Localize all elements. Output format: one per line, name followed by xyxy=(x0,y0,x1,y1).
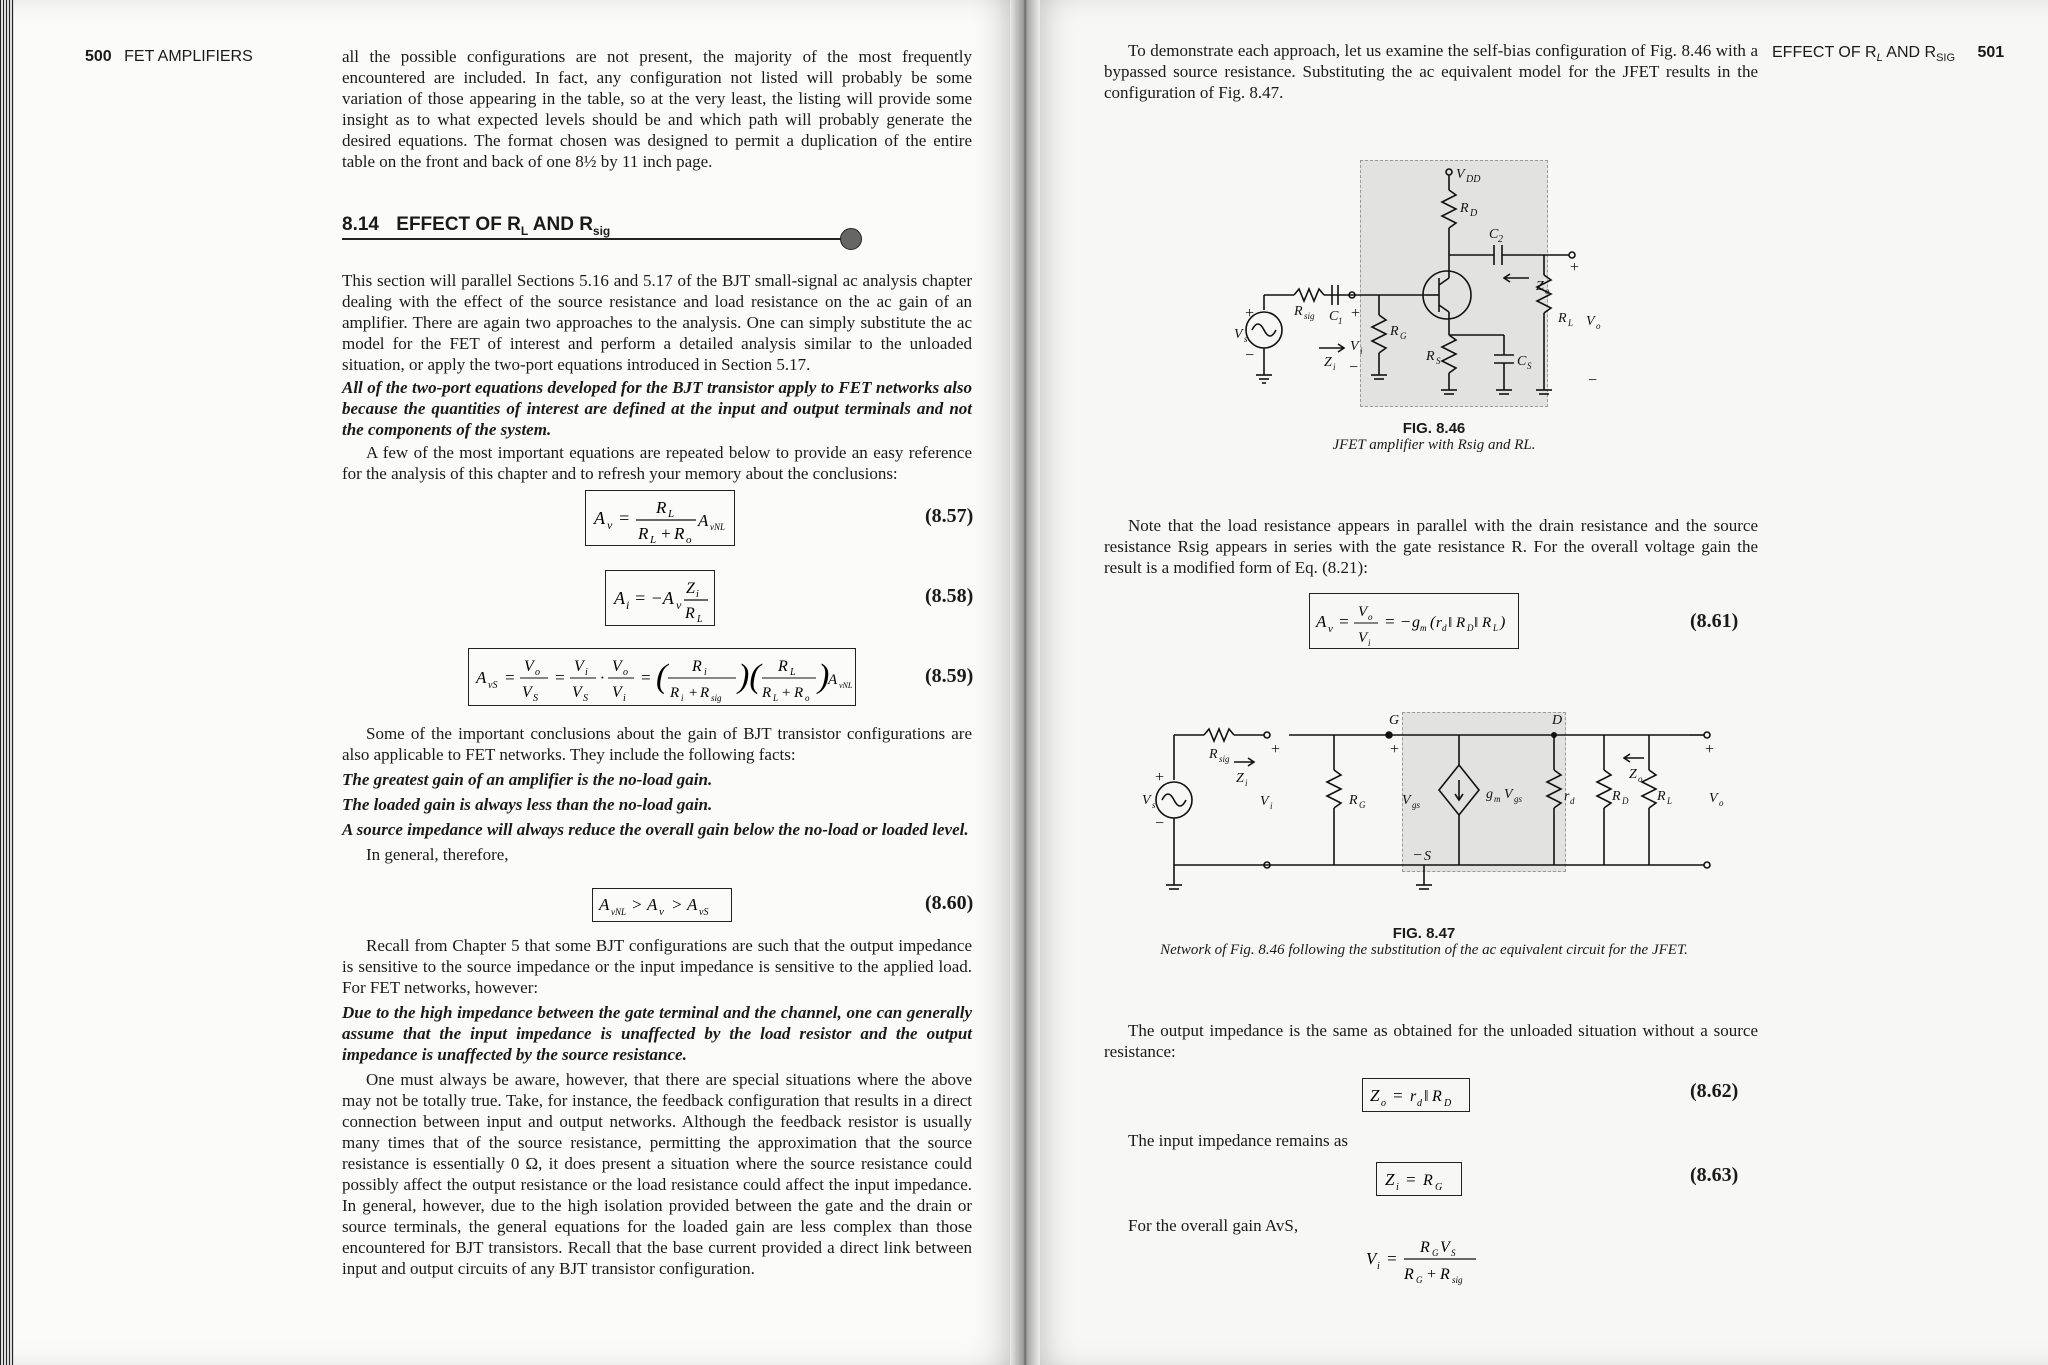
equation-8-58 xyxy=(605,570,715,626)
svg-text:v: v xyxy=(676,598,682,612)
svg-text:V: V xyxy=(522,684,532,701)
svg-text:−: − xyxy=(1244,347,1255,364)
running-head-right: EFFECT OF $R_L$ AND $R_{SIG}$ 501 xyxy=(1772,44,2005,65)
equation-8-62 xyxy=(1362,1078,1470,1112)
svg-text:V: V xyxy=(1456,167,1465,182)
equation-8-61-graphic xyxy=(1314,596,1514,646)
svg-text:vS: vS xyxy=(699,907,709,918)
svg-text:): ) xyxy=(1500,614,1506,631)
svg-text:G: G xyxy=(1432,1248,1439,1258)
equation-8-59 xyxy=(468,648,856,706)
svg-text:vNL: vNL xyxy=(710,522,726,532)
svg-text:=: = xyxy=(618,508,631,528)
svg-text:Z: Z xyxy=(1370,1086,1380,1105)
svg-text:R: R xyxy=(1209,747,1218,762)
svg-text:‖: ‖ xyxy=(1424,1088,1429,1105)
equation-number-8-57: (8.57) xyxy=(925,505,974,527)
svg-text:G: G xyxy=(1416,1275,1423,1285)
paragraph-1: This section will parallel Sections 5.16 and 5.17 of the BJT small-signal ac analysis chapter dealing with the effect of the source resistance and load resistance on the ac gain of an amplifier. There are again two approaches to the analysis. One can simply substitute the ac model for the FET of interest and perform a detailed analysis similar to the unloaded situation, or apply the two-port equations introduced in Section 5.17. xyxy=(342,271,972,374)
equation-8-61 xyxy=(1309,593,1519,649)
svg-text:R: R xyxy=(674,524,685,543)
svg-text:v: v xyxy=(1328,623,1333,635)
svg-text:V: V xyxy=(1709,791,1718,806)
svg-text:r: r xyxy=(1436,615,1442,631)
svg-text:R: R xyxy=(1432,1088,1442,1105)
svg-text:V: V xyxy=(524,658,534,675)
body-text-block-3 xyxy=(342,935,972,1279)
svg-text:o: o xyxy=(623,667,628,678)
svg-text:i: i xyxy=(1396,1182,1399,1193)
svg-text:R: R xyxy=(1404,1266,1414,1283)
svg-text:(: ( xyxy=(656,658,668,695)
svg-text:‖: ‖ xyxy=(1448,615,1453,631)
svg-text:R: R xyxy=(762,685,772,701)
paragraph-5: In general, therefore, xyxy=(366,845,509,864)
svg-text:−: − xyxy=(1154,815,1165,832)
svg-text:R: R xyxy=(1420,1239,1430,1256)
equation-number-8-59: (8.59) xyxy=(925,665,974,687)
figure-8-46-text: JFET amplifier with Rsig and RL. xyxy=(1332,437,1536,453)
svg-text:Z: Z xyxy=(686,580,695,597)
svg-text:o: o xyxy=(1381,1098,1386,1109)
svg-text:m: m xyxy=(1420,623,1427,633)
svg-text:gs: gs xyxy=(1514,794,1523,804)
right-paragraph-3: The output impedance is the same as obtained for the unloaded situation without a source resistance: xyxy=(1104,1021,1758,1061)
svg-text:o: o xyxy=(1545,286,1550,296)
svg-text:·: · xyxy=(600,668,605,687)
svg-text:A: A xyxy=(647,895,658,914)
section-title: EFFECT OF R xyxy=(396,214,521,235)
svg-text:S: S xyxy=(1451,1248,1456,1258)
svg-text:vNL: vNL xyxy=(839,681,853,690)
svg-text:G: G xyxy=(1400,331,1407,341)
svg-text:o: o xyxy=(1638,774,1643,784)
svg-text:C: C xyxy=(1329,309,1339,324)
svg-text:d: d xyxy=(1442,623,1447,633)
svg-text:R: R xyxy=(1482,615,1492,631)
svg-text:i: i xyxy=(1270,801,1273,811)
svg-text:m: m xyxy=(1494,794,1501,804)
svg-text:+: + xyxy=(1426,1266,1437,1283)
svg-text:sig: sig xyxy=(1219,754,1230,764)
svg-text:S: S xyxy=(1436,356,1441,366)
equation-8-63-graphic xyxy=(1381,1164,1457,1194)
fact-3: A source impedance will always reduce the overall gain below the no-load or loaded level. xyxy=(342,820,969,839)
svg-text:V: V xyxy=(572,684,582,701)
equation-number-8-61: (8.61) xyxy=(1690,610,1739,632)
svg-text:v: v xyxy=(607,518,613,532)
equation-number-8-62: (8.62) xyxy=(1690,1080,1739,1102)
svg-text:+: + xyxy=(1704,741,1715,758)
svg-text:vS: vS xyxy=(488,680,498,691)
svg-text:+: + xyxy=(1569,259,1580,276)
svg-text:V: V xyxy=(1350,339,1359,354)
svg-text:+: + xyxy=(1154,769,1165,786)
right-paragraph-2: Note that the load resistance appears in parallel with the drain resistance and the source resistance Rsig appears in series with the gate resistance R. For the overall voltage gain the result is a modified form of Eq. (8.21): xyxy=(1104,516,1758,577)
body-text-block-1 xyxy=(342,270,972,484)
svg-text:R: R xyxy=(1349,793,1358,808)
svg-text:V: V xyxy=(1142,793,1151,808)
svg-text:L: L xyxy=(1493,623,1499,633)
svg-text:V: V xyxy=(1234,327,1243,342)
svg-text:=: = xyxy=(1386,1249,1398,1268)
svg-text:i: i xyxy=(1245,778,1248,788)
svg-text:V: V xyxy=(1586,314,1595,329)
svg-text:−: − xyxy=(1412,847,1423,864)
svg-text:R: R xyxy=(692,658,702,675)
svg-text:DD: DD xyxy=(1466,174,1481,185)
figure-8-46-number: FIG. 8.46 xyxy=(1402,420,1466,437)
svg-text:G: G xyxy=(1359,800,1366,810)
svg-text:R: R xyxy=(656,498,667,517)
svg-text:=: = xyxy=(1392,1086,1404,1105)
svg-text:R: R xyxy=(794,685,804,701)
svg-text:=: = xyxy=(504,668,516,687)
equation-8-63 xyxy=(1376,1162,1462,1196)
svg-text:Z: Z xyxy=(1385,1170,1395,1189)
section-heading: 8.14 EFFECT OF $R_L$ AND $R_{sig}$ xyxy=(342,214,862,238)
equation-8-62-graphic xyxy=(1368,1080,1464,1110)
svg-text:=: = xyxy=(554,668,566,687)
svg-text:V: V xyxy=(1260,794,1269,809)
right-page xyxy=(1024,0,2048,1365)
book-spine xyxy=(1010,0,1040,1365)
svg-text:i: i xyxy=(1333,362,1336,372)
svg-text:sig: sig xyxy=(1304,311,1315,321)
svg-text:A: A xyxy=(476,668,487,687)
svg-text:L: L xyxy=(773,693,779,703)
section-marker-icon xyxy=(840,228,862,250)
svg-text:+: + xyxy=(660,524,672,543)
svg-text:S: S xyxy=(1424,849,1431,864)
svg-text:A: A xyxy=(1316,612,1327,631)
svg-text:i: i xyxy=(585,667,588,678)
svg-text:d: d xyxy=(1417,1098,1422,1109)
svg-text:Z: Z xyxy=(1324,355,1332,370)
svg-text:R: R xyxy=(638,524,649,543)
svg-text:R: R xyxy=(1460,201,1469,216)
svg-text:V: V xyxy=(612,658,622,675)
svg-text:D: D xyxy=(1470,208,1478,219)
svg-text:): ) xyxy=(818,658,830,695)
svg-text:vNL: vNL xyxy=(611,907,627,917)
svg-text:+: + xyxy=(1350,305,1361,322)
svg-text:= −A: = −A xyxy=(634,588,674,608)
svg-text:V: V xyxy=(1504,787,1513,802)
svg-text:A: A xyxy=(599,895,610,914)
figure-8-46-schematic xyxy=(1204,160,1644,420)
svg-text:1: 1 xyxy=(1338,316,1343,326)
svg-text:S: S xyxy=(533,693,538,704)
svg-text:V: V xyxy=(574,658,584,675)
figure-8-46-caption xyxy=(1224,420,1644,454)
svg-text:(: ( xyxy=(1430,614,1436,631)
running-head-title: FET AMPLIFIERS xyxy=(124,48,253,65)
figure-8-47-caption xyxy=(1104,925,1744,959)
svg-text:D: D xyxy=(1467,623,1474,633)
svg-text:V: V xyxy=(1366,1249,1377,1268)
equation-8-57-graphic xyxy=(590,493,730,546)
svg-text:Z: Z xyxy=(1236,771,1244,786)
running-head-left xyxy=(85,48,253,66)
svg-text:2: 2 xyxy=(1498,234,1503,245)
svg-text:R: R xyxy=(1657,789,1666,804)
svg-text:o: o xyxy=(805,693,810,703)
svg-text:=: = xyxy=(1405,1170,1417,1189)
equation-number-8-60: (8.60) xyxy=(925,892,974,914)
svg-text:V: V xyxy=(1358,630,1368,646)
fact-2: The loaded gain is always less than the no-load gain. xyxy=(342,795,713,814)
svg-text:>: > xyxy=(671,895,683,914)
svg-text:V: V xyxy=(612,684,622,701)
svg-text:i: i xyxy=(704,667,707,678)
svg-text:R: R xyxy=(670,685,680,701)
svg-text:)(: )( xyxy=(738,658,761,695)
svg-text:R: R xyxy=(1440,1266,1450,1283)
svg-text:sig: sig xyxy=(711,693,722,703)
equation-number-8-63: (8.63) xyxy=(1690,1164,1739,1186)
equation-vi xyxy=(1364,1232,1494,1288)
equation-number-8-58: (8.58) xyxy=(925,585,974,607)
svg-text:R: R xyxy=(1294,304,1303,319)
svg-text:R: R xyxy=(700,685,710,701)
svg-text:V: V xyxy=(1402,793,1411,808)
paragraph-6: Recall from Chapter 5 that some BJT configurations are such that the output impedance is sensitive to the source impedance or the input impedance is sensitive to the applied load. For FET networks, however: xyxy=(342,936,972,997)
svg-text:+: + xyxy=(688,685,699,701)
svg-text:R: R xyxy=(778,658,788,675)
paragraph-8: One must always be aware, however, that there are special situations where the above may not be totally true. Take, for instance, the feedback configuration that results in a direct connection between input and output networks. Although the feedback resistor is usually many times that of the source resistance, permitting the approximation that the source resistance is essentially 0 Ω, it does present a situation where the source resistance could possibly affect the output resistance or the load resistance could affect the input impedance. In general, however, due to the high isolation provided between the gate and the drain or source terminals, the general equations for the loaded gain are less complex than those encountered for BJT transistors. Recall that the base current provided a direct link between input and output circuits of any BJT transistor configuration. xyxy=(342,1070,972,1278)
page-number: 500 xyxy=(85,48,112,65)
equation-8-59-graphic xyxy=(474,651,853,704)
svg-text:+: + xyxy=(1389,741,1400,758)
svg-text:L: L xyxy=(790,667,796,678)
svg-text:Z: Z xyxy=(1629,767,1637,782)
svg-text:i: i xyxy=(681,693,684,703)
svg-text:o: o xyxy=(1596,321,1601,331)
svg-text:=: = xyxy=(640,668,652,687)
svg-text:R: R xyxy=(1558,311,1567,326)
svg-text:G: G xyxy=(1389,713,1400,728)
svg-text:v: v xyxy=(659,906,664,918)
paragraph-2-emphasis: All of the two-port equations developed for the BJT transistor apply to FET networks also because the quantities of interest are defined at the input and output terminals and not the components of the system. xyxy=(342,378,972,439)
paragraph-4: Some of the important conclusions about the gain of BJT transistor configurations are also applicable to FET networks. They include the following facts: xyxy=(342,724,972,764)
svg-text:o: o xyxy=(535,667,540,678)
svg-text:A: A xyxy=(828,672,838,688)
svg-text:L: L xyxy=(650,534,657,546)
svg-text:R: R xyxy=(1423,1172,1433,1189)
page-number: 501 xyxy=(1977,44,2005,61)
svg-text:i: i xyxy=(696,589,699,600)
svg-text:−: − xyxy=(1348,359,1359,376)
svg-text:A: A xyxy=(698,511,709,530)
svg-text:r: r xyxy=(1410,1088,1417,1105)
intro-paragraph: all the possible configurations are not present, the majority of the most frequently encountered are included. In fact, any configuration not listed will probably be some variation of those appearing in the table, so at the very least, the listing will provide some insight as to what expected levels should be and which path will probably generate the desired equations. The format chosen was designed to permit a duplication of the entire table on the front and back of one 8½ by 11 inch page. xyxy=(342,47,972,171)
figure-8-47-text: Network of Fig. 8.46 following the substitution of the ac equivalent circuit for the JFET. xyxy=(1160,942,1688,958)
svg-text:g: g xyxy=(1412,614,1420,631)
svg-text:+: + xyxy=(781,685,792,701)
svg-text:=: = xyxy=(1338,612,1350,631)
svg-text:C: C xyxy=(1489,227,1499,242)
svg-text:i: i xyxy=(1377,1261,1380,1272)
figure-8-47-number: FIG. 8.47 xyxy=(1392,925,1456,942)
svg-text:L: L xyxy=(1667,796,1673,806)
svg-text:S: S xyxy=(583,693,588,704)
figure-8-47-schematic xyxy=(1124,710,1724,920)
right-paragraph-5: For the overall gain AvS, xyxy=(1128,1216,1299,1235)
paragraph-3: A few of the most important equations are repeated below to provide an easy reference for the analysis of this chapter and to refresh your memory about the conclusions: xyxy=(342,443,972,483)
svg-text:s: s xyxy=(1244,334,1248,344)
svg-text:+: + xyxy=(1270,741,1281,758)
paragraph-7-emphasis: Due to the high impedance between the gate terminal and the channel, one can generally assume that the input impedance is unaffected by the load resistor and the output impedance is unaffected by the source resistance. xyxy=(342,1003,972,1064)
section-rule xyxy=(342,238,847,240)
equation-8-60 xyxy=(592,888,732,922)
fact-1: The greatest gain of an amplifier is the no-load gain. xyxy=(342,770,713,789)
svg-text:D: D xyxy=(1552,713,1563,728)
svg-text:−: − xyxy=(1587,372,1598,389)
svg-text:A: A xyxy=(594,508,605,528)
svg-text:d: d xyxy=(1570,796,1575,806)
svg-text:>: > xyxy=(631,895,643,914)
svg-text:Z: Z xyxy=(1536,279,1544,294)
body-text-block-2 xyxy=(342,723,972,865)
svg-text:r: r xyxy=(1564,789,1570,804)
right-paragraph-4: The input impedance remains as xyxy=(1128,1131,1348,1150)
svg-text:i: i xyxy=(1368,638,1371,648)
equation-8-57 xyxy=(585,490,735,546)
svg-text:G: G xyxy=(1435,1182,1443,1193)
svg-text:V: V xyxy=(1358,604,1368,620)
svg-text:o: o xyxy=(686,534,692,546)
svg-text:i: i xyxy=(623,693,626,704)
svg-text:R: R xyxy=(685,605,695,622)
svg-text:S: S xyxy=(1527,361,1532,371)
svg-text:+: + xyxy=(1244,305,1255,322)
svg-text:‖: ‖ xyxy=(1474,615,1479,631)
right-paragraph-1: To demonstrate each approach, let us examine the self-bias configuration of Fig. 8.46 with a bypassed source resistance. Substituting the ac equivalent model for the JFET results in the configuration of Fig. 8.47. xyxy=(1104,41,1758,102)
svg-text:i: i xyxy=(1360,346,1363,356)
svg-text:V: V xyxy=(1440,1239,1450,1256)
svg-text:i: i xyxy=(626,598,630,612)
svg-text:R: R xyxy=(1612,789,1621,804)
svg-text:L: L xyxy=(697,614,703,625)
svg-text:C: C xyxy=(1517,354,1527,369)
svg-text:D: D xyxy=(1444,1098,1452,1109)
svg-text:R: R xyxy=(1390,324,1399,339)
svg-text:A: A xyxy=(687,895,698,914)
svg-text:o: o xyxy=(1368,612,1373,622)
svg-text:R: R xyxy=(1456,615,1466,631)
svg-text:sig: sig xyxy=(1452,1275,1463,1285)
svg-text:L: L xyxy=(1568,318,1574,328)
equation-8-58-graphic xyxy=(610,573,710,623)
page-edge xyxy=(0,0,14,1365)
svg-text:g: g xyxy=(1486,787,1493,802)
svg-text:A: A xyxy=(614,588,625,608)
svg-text:R: R xyxy=(1426,349,1435,364)
svg-text:s: s xyxy=(1152,800,1156,810)
equation-8-60-graphic xyxy=(597,890,727,920)
svg-text:L: L xyxy=(668,508,675,520)
svg-text:o: o xyxy=(1719,798,1724,808)
svg-text:= −: = − xyxy=(1384,612,1412,631)
section-number: 8.14 xyxy=(342,214,379,235)
svg-text:D: D xyxy=(1622,796,1629,806)
svg-text:gs: gs xyxy=(1412,800,1421,810)
